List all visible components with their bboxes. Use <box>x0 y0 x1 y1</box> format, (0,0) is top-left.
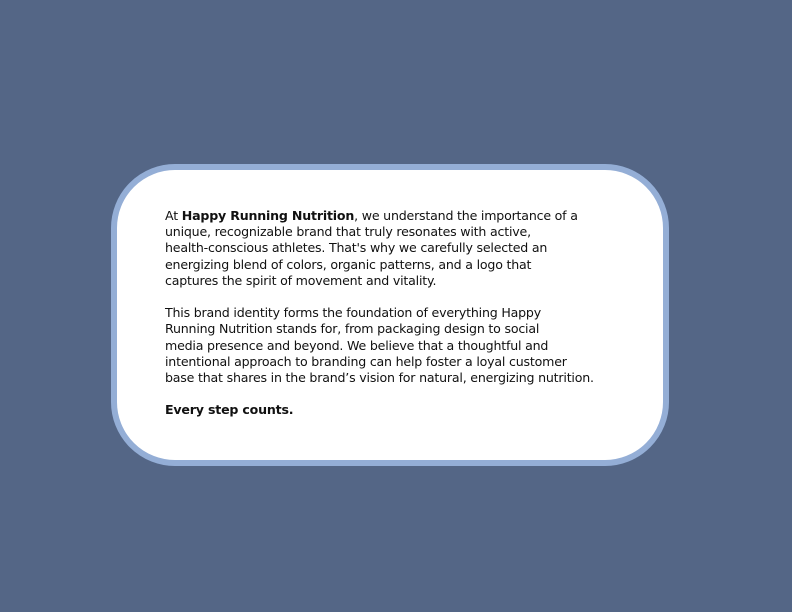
tagline: Every step counts. <box>165 402 294 418</box>
text-card <box>111 164 669 466</box>
identity-line-4: intentional approach to branding can help foster a loyal customer <box>165 353 567 369</box>
card-content <box>165 208 645 419</box>
identity-line-1: This brand identity forms the foundation of everything Happy <box>165 305 541 321</box>
intro-line-4: energizing blend of colors, organic patterns, and a logo that <box>165 256 532 272</box>
intro-line-5: captures the spirit of movement and vitality. <box>165 272 437 288</box>
intro-line-1-rest: , we understand the importance of a <box>354 208 578 223</box>
intro-line-1 <box>165 208 645 224</box>
identity-line-2: Running Nutrition stands for, from packaging design to social <box>165 321 540 337</box>
identity-line-5: base that shares in the brand’s vision for natural, energizing nutrition. <box>165 370 594 386</box>
intro-line-3: health-conscious athletes. That's why we carefully selected an <box>165 240 548 256</box>
identity-paragraph <box>165 305 645 386</box>
intro-prefix: At <box>165 208 182 223</box>
intro-paragraph <box>165 208 645 289</box>
identity-line-3: media presence and beyond. We believe that a thoughtful and <box>165 337 549 353</box>
intro-line-2: unique, recognizable brand that truly resonates with active, <box>165 224 531 240</box>
brand-name: Happy Running Nutrition <box>181 208 355 223</box>
